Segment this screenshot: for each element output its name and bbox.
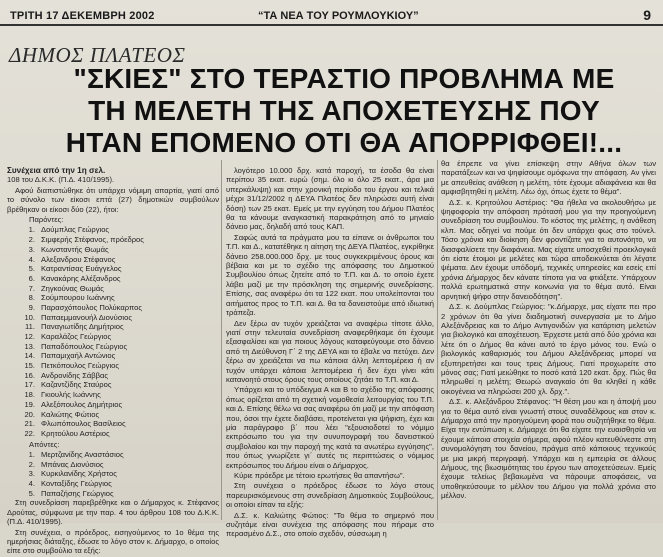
headline-line: ΤΗ ΜΕΛΕΤΗ ΤΗΣ ΑΠΟΧΕΤΕΥΣΗΣ ΠΟΥ [88,95,600,126]
member-name: Ανδρονίδης Σάββας [41,370,109,380]
member-name: Μπάνας Διονύσιος [41,459,104,469]
paragraph: Δ.Σ. κ. Κρητούλου Αστέριος: "Θα ήθελα να ακολουθήσω με ψηφοφορία την απόφαση πρότασή μου για την προηγούμενη συνεδρίαση του συμβουλίου. Το κόστος της μελέτης, η ανάθεση κλπ. Μας οδηγεί να πούμε ότι δεν υπάρχει φως στο τούνελ. Τόσο χρόνια και διοίκηση δεν φροντίζατε για το αυτονόητο, να διασφαλίσετε την διαφάνεια. Μας είχατε υποσχεθεί προεκλογικά ότι είστε έτοιμοι με μελέτες και τώρα αποδεικνύεται ότι λέγατε ψέματα. Δεν έχουμε υπόδομή, τεχνικές υπηρεσίες και εσείς επί χρόνια Δήμαρχος δεν κάνατε τίποτα για να φτιάξετε. Υπάρχουν πολλά ερωτηματικά στην κοινωνία για το θέμα αυτό. Είναι αρνητική ψήφο στην δανειοδότηση". [441,197,656,301]
headline-line: ΗΤΑΝ ΕΠΟΜΕΝΟ ΟΤΙ ΘΑ ΑΠΟΡΡΙΦΘΕΙ!... [65,127,623,158]
member-number: 19. [24,399,35,409]
member-list-item [7,479,219,489]
member-list-item [7,322,219,332]
paragraph: θα έπρεπε να γίνει επίσκεψη στην Αθήνα όλων των παρατάξεων και να ψηφίσουμε ομόφωνα την απόφαση. Αν γίνει με απευθείας ανάθεση η μελέτη, τότε έχουμε αδιαφάνεια και θα αμφισβητηθεί η μελέτη. Λέω όχι, όπως έχετε το θέμα". [441,159,656,197]
member-name: Σιμφερής Στέφανος, πρόεδρος [41,235,144,245]
member-list-item [7,313,219,323]
present-members-list [7,225,219,438]
member-list-item [7,361,219,371]
member-name: Κονταξίδης Γεώργιος [41,479,112,489]
member-name: Πετκόπουλος Γεώργιος [41,361,120,371]
member-number: 22. [24,428,35,438]
paragraph: Δ.Σ. κ. Αλεξάνδρου Στέφανος: "Η θέση μου και η άποψή μου για το θέμα αυτό είναι γνωστή στους συναδέλφους και στον κ. Δήμαρχο από την προηγούμενη φορά που συζητήθηκε το θέμα. Είχα την εντύπωση κ. Δήμαρχε ότι θα είχατε την ευαισθησία να έχουμε κάποια στοιχεία σήμερα, αφού πλέον κατευθύνεστε στη συνομολόγηση του δανείου, πράγμα από κάποιους τεχνικούς με μια μικρή περιγραφή. Υπάρχει και η εμπειρία σε άλλους Δήμους, της βιωσιμότητας του έργου των αποχετεύσεων. Εμείς έχουμε τελείως βεβαιωμένα να πάρουμε αποφάσεις, να υποθηκεύσουμε το μέλλον του Δήμου για πολλά χρόνια στο μέλλον. [441,397,656,501]
member-number: 4. [28,254,35,264]
member-name: Κωνσταντής Θωμάς [41,244,109,254]
member-number: 1. [28,449,35,459]
absent-list-title: Απόντες: [29,439,60,449]
member-list-item [7,274,219,284]
absent-members-list [7,450,219,498]
running-head [0,0,663,26]
member-name: Μερτζανίδης Αναστάσιος [41,449,124,459]
paragraph: Υπάρχει και το υπόδειγμα Α και Β το σχέδιο της απόφασης όπως ορίζεται από τη σχετική νομοθεσία λειτουργίας του Τ.Π. και Δ. Επίσης θέλω να σας αναφέρω ότι μαζί με την απόφαση που, όσοι την έχετε διαβάσει, προτείνεται για ψήφιση, έχει και μία παράγραφο β΄ που λέει "εξουσιοδοτεί το νόμιμο εκπρόσωπο του για την συνυπογραφή του δανειστικού συμβολαίου και την παροχή της κατά τα ανωτέρω εγγύησης", που όπως γνωρίζετε γι΄ αυτές τις περιπτώσεις ο νόμιμος εκπρόσωπος του Δήμου είναι ο Δήμαρχος. [226,385,434,470]
page-number: 9 [643,7,651,23]
paragraph: Δεν ξέρω αν τυχόν χρειάζεται να αναφέρω τίποτε άλλο, γιατί στην τελευταία συνεδρίαση αναφερθήκαμε ότι έχουμε εξασφαλίσει και για ποιους λόγους καταφεύγουμε στο δάνειο από τη Διεύθυνση Γ΄ 2 της ΔΕΥΑ και το έβαλε να πετύχει. Δεν ξέρω αν χρειάζεται να πω κάποια άλλη λεπτομέρεια ή αν τυχόν υπάρχει κάποια λεπτομέρεια ή δεν έχει γίνει κάτι κατανοητό στους όρους τους οποίους ζητάει το Τ.Π. και Δ. [226,318,434,384]
member-name: Καλιώτης Φώτιος [41,409,100,419]
member-number: 2. [28,235,35,245]
member-list-item [7,371,219,381]
member-list-item [7,332,219,342]
column-rule [221,160,222,520]
member-list-item [7,225,219,235]
paragraph: λογότερο 10.000 δρχ. κατά παροχή, τα έσοδα θα είναι περίπου 35 εκατ. ευρώ (σημ. όλο κι όλο 25 εκατ., άρα μια υπερκάλυψη) και στην χρονική περίοδο του έργου και τελικά μέχρι 31/12/2002 η ΔΕΥΑ Πλατέος δεν πληρώσει αυτή είναι δόση) των 25 εκατ. Εμείς με την εγγύηση του Δήμου Πλατέος θα τα κάνουμε αναγκαστική παρακράτηση από το μηνιαίο δάνειο μας, δηλαδή από τους ΚΑΠ. [226,166,434,232]
member-name: Παπαεμμανουήλ Διονύσιος [41,312,132,322]
member-name: Κρητούλου Αστέριος [41,428,110,438]
paragraph: Αφού διαπιστώθηκε ότι υπάρχει νόμιμη απαρτία, γιατί από το σύνολο των είκοσι επτά (27) δημοτικών συμβούλων βρέθηκαν οι είκοσι δύο (22), ήτοι: [7,185,219,214]
member-number: 2. [28,459,35,469]
member-name: Αλεξόπουλος Δημήτριος [41,399,123,409]
paragraph: Στη συνεδρίαση παρεβρέθηκε και ο Δήμαρχος κ. Στέφανος Δρούτας, σύμφωνα με την παρ. 4 του άρθρου 108 του Δ.Κ.Κ. (Π.Δ. 410/1995). [7,498,219,527]
member-list-item [7,235,219,245]
article-kicker: ΔΗΜΟΣ ΠΛΑΤΕΟΣ [9,43,186,67]
member-number: 21. [24,419,35,429]
member-list-item [7,255,219,265]
member-name: Παπαμιχαήλ Αντώνιος [41,351,116,361]
paragraph: 108 του Δ.Κ.Κ. (Π.Δ. 410/1995). [7,175,115,185]
issue-date: ΤΡΙΤΗ 17 ΔΕΚΕΜΒΡΗ 2002 [10,10,155,22]
member-list-item [7,245,219,255]
member-name: Κατραντίσας Ευάγγελος [41,264,122,274]
member-number: 3. [28,469,35,479]
member-number: 1. [28,225,35,235]
member-name: Παπαδόπουλος Γεώργιος [41,341,128,351]
member-name: Καραλάζος Γεώργιος [41,332,112,341]
headline-line: "ΣΚΙΕΣ" ΣΤΟ ΤΕΡΑΣΤΙΟ ΠΡΟΒΛΗΜΑ ΜΕ [73,63,615,94]
member-number: 15. [24,361,35,371]
member-number: 7. [28,283,35,293]
member-name: Κανακάρης Αλέξανδρος [41,273,121,283]
paragraph: Δ.Σ. κ. Καλιώτης Φώτιος: "Το θέμα το σημερινό που συζητάμε είναι συνέχεια της απόφασης που πήραμε στο περασμένο Δ.Σ., στο οποίο σχεδόν, σύσσωμη η [226,510,434,539]
member-name: Παναγιωτίδης Δημήτριος [41,322,124,332]
continued-note: Συνέχεια από την 1η σελ. [7,166,106,175]
member-name: Ζηγκούνας Θωμάς [41,283,104,293]
article-headline [30,63,658,159]
member-name: Παπαζήσης Γεώργιος [41,488,114,498]
article-column-3 [441,159,656,502]
member-name: Κυρκιλανίδης Χρήστος [41,469,117,479]
member-name: Αλεξανδρου Στέφανος [41,254,116,264]
article-column-1 [7,166,219,557]
member-list-item [7,293,219,303]
member-number: 18. [24,390,35,400]
member-name: Γκιουλής Ιωάννης [41,390,101,400]
newspaper-name: “ΤΑ ΝΕΑ ΤΟΥ ΡΟΥΜΛΟΥΚΙΟΥ” [258,10,419,22]
member-list-item [7,400,219,410]
member-list-item [7,351,219,361]
member-number: 5. [28,264,35,274]
member-number: 9. [28,302,35,312]
member-list-item [7,460,219,470]
member-number: 13. [24,341,35,351]
paragraph: Σαφώς αυτά τα πράγματα μου τα είπανε οι άνθρωποι του Τ.Π. και Δ., κατατέθηκε η αίτηση της ΔΕΥΑ Πλατέος, εγκρίθηκε δάνειο 258.000.000 δρχ. με τους συγκεκριμένους όρους και βέβαια και με το σχέδιο της απόφασης του Δημοτικού Συμβουλίου όπως ζητείτε από το Τ.Π. και Δ. το οποίο έχετε λάβει μαζί με την πρόσκληση της σημερινής συνεδρίασης. Επίσης, σας αναφέρω ότι τα 122 εκατ. που υπολείπονται του αιτήματος προς το Τ.Π. και Δ. θα τα δανειστούμε από ιδιωτική τράπεζα. [226,232,434,318]
member-list-item [7,410,219,420]
member-list-item [7,342,219,352]
member-number: 16. [24,370,35,380]
article-column-2 [226,166,434,540]
column-rule [437,160,438,520]
member-number: 5. [28,488,35,498]
member-name: Σούμπουρου Ιωάννης [41,293,115,303]
member-number: 4. [28,479,35,489]
paragraph: Στη συνέχεια, ο πρόεδρος, εισηγούμενος το 1ο θέμα της ημερήσιας διάταξης, έδωσε το λόγο στον κ. Δήμαρχο, ο οποίος είπε στο συμβούλιο τα εξής: [7,527,219,556]
member-list-item [7,284,219,294]
member-name: Καζαντζίδης Σταύρος [41,380,112,390]
member-list-item [7,489,219,499]
member-list-item [7,303,219,313]
member-number: 6. [28,273,35,283]
member-list-item [7,390,219,400]
member-number: 8. [28,293,35,303]
paragraph: Δ.Σ. κ. Δούμπλας Γεώργιος: "κ.Δήμαρχε, μας είχατε πει προ 2 χρόνων ότι θα γίνει διαδημοτική συνεργασία με το Δήμο Αλεξάνδρειας και το Δήμο Αντιγονιδών για κατάρτιση μελετών για βιολογικό και αποχέτευση. Έρχεστε μετά από δύο χρόνια και λέτε ότι ο Δήμος θα κάνει αυτό το έργο μόνος του. Ενώ ο βιολογικός καθαρισμός του Δήμου Αλεξάνδρειας μπορεί να εξυπηρετήσει και τους τρεις Δήμους. Γιατί προχωρείτε στο μόνος σας; Γιατί μειώθηκε το ποσό κατά 120 εκατ. δρχ. Πώς θα πληρωθεί η μελέτη; Θεωρώ αναγκαίο ότι θα κληθεί η κάθε οικογένεια να πληρώσει 200 χλ. δρχ.". [441,302,656,396]
member-list-item [7,469,219,479]
member-number: 17. [24,380,35,390]
member-number: 11. [25,322,35,332]
member-list-item [7,429,219,439]
member-number: 10. [24,312,35,322]
paragraph: Κύριε πρόεδρε με τέτοιο ερωτήσεις θα απαντήσω". [234,471,405,480]
member-list-item [7,380,219,390]
member-name: Παρασχόπουλος Πολύκαρπος [41,302,143,312]
member-number: 12. [24,332,35,341]
member-name: Δούμπλας Γεώργιος [41,225,110,235]
member-number: 3. [28,244,35,254]
paragraph: Στη συνέχεια ο πρόεδρος έδωσε το λόγο στους παρευρισκόμενους στη συνεδρίαση Δημοτικούς Συμβούλους, οι οποίοι είπαν τα εξής: [226,481,434,510]
present-list-title: Παρόντες: [29,215,64,225]
member-number: 20. [24,409,35,419]
member-list-item [7,450,219,460]
member-list-item [7,264,219,274]
member-list-item [7,419,219,429]
member-name: Φλωπόπουλος Βασίλειος [41,419,126,429]
member-number: 14. [24,351,35,361]
